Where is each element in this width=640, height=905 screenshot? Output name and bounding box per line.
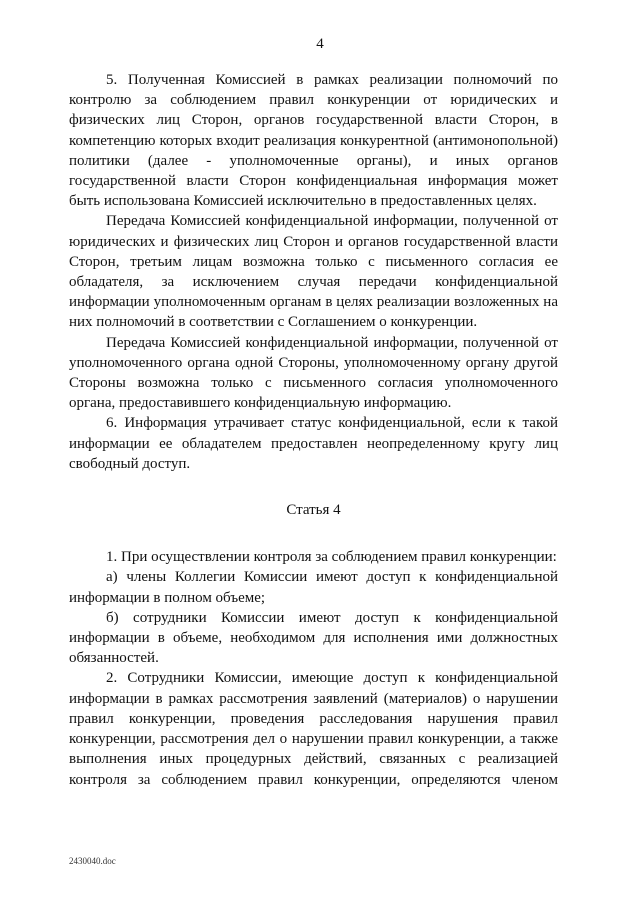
paragraph-article4-1b: б) сотрудники Комиссии имеют доступ к конфиденциальной информации в объеме, необходимом для исполнения ими должностных обязанностей. [69,609,558,667]
document-body [69,70,558,790]
paragraph-transfer-between-authorities: Передача Комиссией конфиденциальной информации, полученной от уполномоченного органа одной Стороны, уполномоченному органу другой Стороны возможна только с письменного согласия уполномоченного органа, предоставившего конфиденциальную информацию. [69,334,558,412]
paragraph-article4-1a: а) члены Коллегии Комиссии имеют доступ к конфиденциальной информации в полном объеме; [69,569,558,606]
footer-filename: 2430040.doc [69,856,116,866]
paragraph-6: 6. Информация утрачивает статус конфиденциальной, если к такой информации ее обладателем предоставлен неопределенному кругу лиц свободный доступ. [69,415,558,472]
paragraph-transfer-from-persons: Передача Комиссией конфиденциальной информации, полученной от юридических и физических лиц Сторон и органов государственной власти Сторон, третьим лицам возможна только с письменного согласия ее обладателя, за исключением случая передачи конфиденциальной информации уполномоченным органам в целях реализации возложенных на них полномочий в соответствии с Соглашением о конкуренции. [69,213,558,331]
page-number: 4 [316,36,324,52]
paragraph-5: 5. Полученная Комиссией в рамках реализации полномочий по контролю за соблюдением правил конкуренции от юридических и физических лиц Сторон, органов государственной власти Сторон, в компетенцию которых входит реализация конкурентной (антимонопольной) политики (далее - уполномоченные органы), и иных органов государственной власти Сторон конфиденциальная информация может быть использована Комиссией исключительно в предоставленных целях. [69,72,558,210]
paragraph-article4-1: 1. При осуществлении контроля за соблюдением правил конкуренции: [106,549,557,566]
paragraph-article4-2: 2. Сотрудники Комиссии, имеющие доступ к конфиденциальной информации в рамках рассмотрения заявлений (материалов) о нарушении правил конкуренции, проведения расследования нарушения правил конкуренции, рассмотрения дел о нарушении правил конкуренции, а также выполнения иных процедурных действий, связанных с реализацией контроля за соблюдением правил конкуренции, определяются членом [69,670,558,788]
article-heading: Статья 4 [286,502,341,519]
